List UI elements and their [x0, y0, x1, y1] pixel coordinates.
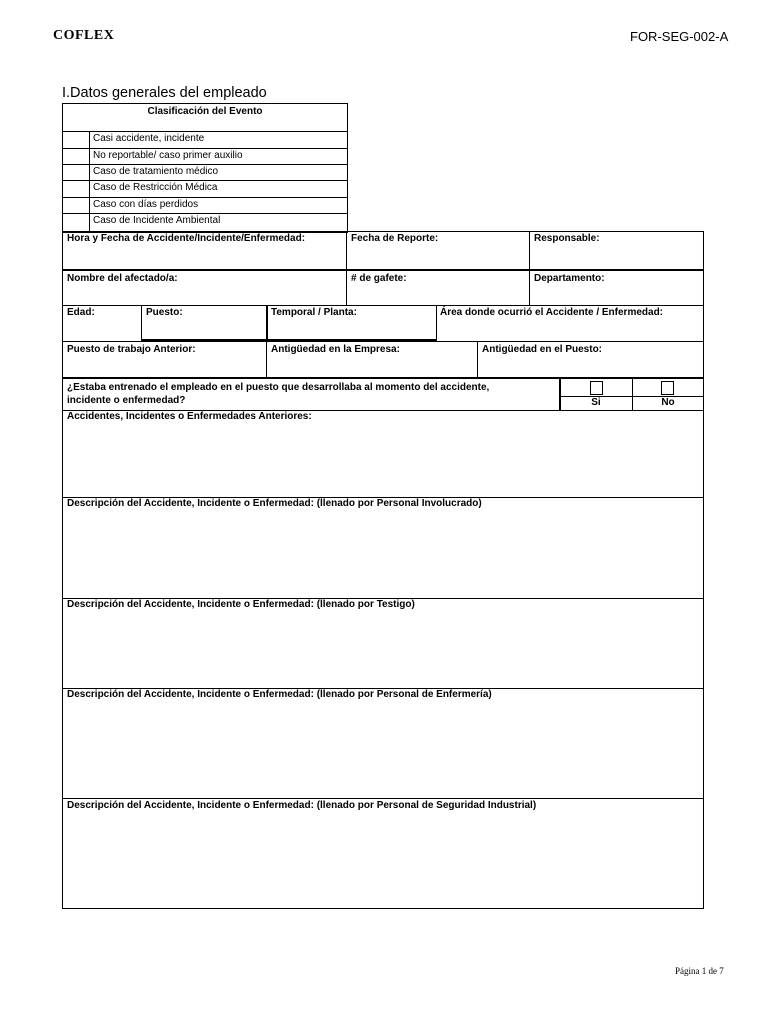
page-number: Página 1 de 7	[675, 966, 724, 976]
fecha-reporte-field[interactable]	[347, 246, 528, 269]
classification-item: Caso con días perdidos	[93, 199, 199, 210]
description-involved-label: Descripción del Accidente, Incidente o Enfermedad: (llenado por Personal Involucrado)	[67, 498, 482, 509]
classification-checkbox-1[interactable]	[63, 132, 89, 148]
classification-checkbox-6[interactable]	[63, 214, 89, 232]
description-witness-field[interactable]	[63, 612, 703, 687]
prior-incidents-label: Accidentes, Incidentes o Enfermedades Anteriores:	[67, 411, 312, 422]
hora-fecha-label: Hora y Fecha de Accidente/Incidente/Enfermedad:	[67, 233, 306, 244]
classification-title: Clasificación del Evento	[147, 106, 263, 117]
classification-checkbox-5[interactable]	[63, 198, 89, 213]
description-involved-field[interactable]	[63, 511, 703, 597]
temporal-field[interactable]	[268, 320, 435, 338]
training-yes-checkbox[interactable]	[590, 381, 603, 395]
area-label: Área donde ocurrió el Accidente / Enfermedad:	[440, 307, 664, 318]
nombre-field[interactable]	[63, 286, 345, 304]
section-title: I.Datos generales del empleado	[62, 85, 267, 101]
classification-item: No reportable/ caso primer auxilio	[93, 150, 243, 161]
description-nursing-field[interactable]	[63, 702, 703, 797]
puesto-field[interactable]	[142, 320, 265, 338]
puesto-label: Puesto:	[146, 307, 183, 318]
temporal-label: Temporal / Planta:	[271, 307, 357, 318]
form-code: FOR-SEG-002-A	[630, 29, 729, 44]
gafete-field[interactable]	[347, 286, 528, 304]
company-name: COFLEX	[53, 28, 115, 43]
edad-label: Edad:	[67, 307, 95, 318]
training-no-checkbox[interactable]	[661, 381, 674, 395]
training-question-line1: ¿Estaba entrenado el empleado en el puesto que desarrollaba al momento del accidente,	[67, 382, 490, 393]
description-safety-field[interactable]	[63, 813, 703, 907]
prior-incidents-field[interactable]	[63, 424, 703, 496]
departamento-field[interactable]	[530, 286, 703, 304]
classification-checkbox-4[interactable]	[63, 181, 89, 197]
description-safety-label: Descripción del Accidente, Incidente o Enfermedad: (llenado por Personal de Seguridad Industrial)	[67, 800, 537, 811]
responsable-label: Responsable:	[534, 233, 600, 244]
classification-checkbox-2[interactable]	[63, 149, 89, 164]
training-yes-label: Si	[591, 397, 601, 408]
edad-field[interactable]	[63, 320, 140, 340]
antiguedad-empresa-label: Antigüedad en la Empresa:	[271, 344, 400, 355]
puesto-anterior-field[interactable]	[63, 357, 265, 377]
classification-item: Caso de Restricción Médica	[93, 182, 218, 193]
gafete-label: # de gafete:	[351, 273, 407, 284]
antiguedad-puesto-field[interactable]	[478, 357, 703, 377]
classification-item: Caso de Incidente Ambiental	[93, 215, 221, 226]
departamento-label: Departamento:	[534, 273, 605, 284]
classification-item: Caso de tratamiento médico	[93, 166, 219, 177]
hora-fecha-field[interactable]	[63, 246, 345, 269]
training-no-label: No	[661, 397, 675, 408]
classification-checkbox-3[interactable]	[63, 165, 89, 180]
antiguedad-empresa-field[interactable]	[267, 357, 476, 377]
training-question-line2: incidente o enfermedad?	[67, 395, 186, 406]
antiguedad-puesto-label: Antigüedad en el Puesto:	[482, 344, 603, 355]
description-witness-label: Descripción del Accidente, Incidente o Enfermedad: (llenado por Testigo)	[67, 599, 415, 610]
fecha-reporte-label: Fecha de Reporte:	[351, 233, 439, 244]
responsable-field[interactable]	[530, 246, 703, 269]
area-field[interactable]	[437, 320, 703, 340]
description-nursing-label: Descripción del Accidente, Incidente o Enfermedad: (llenado por Personal de Enfermería)	[67, 689, 492, 700]
classification-item: Casi accidente, incidente	[93, 133, 205, 144]
nombre-label: Nombre del afectado/a:	[67, 273, 178, 284]
puesto-anterior-label: Puesto de trabajo Anterior:	[67, 344, 196, 355]
